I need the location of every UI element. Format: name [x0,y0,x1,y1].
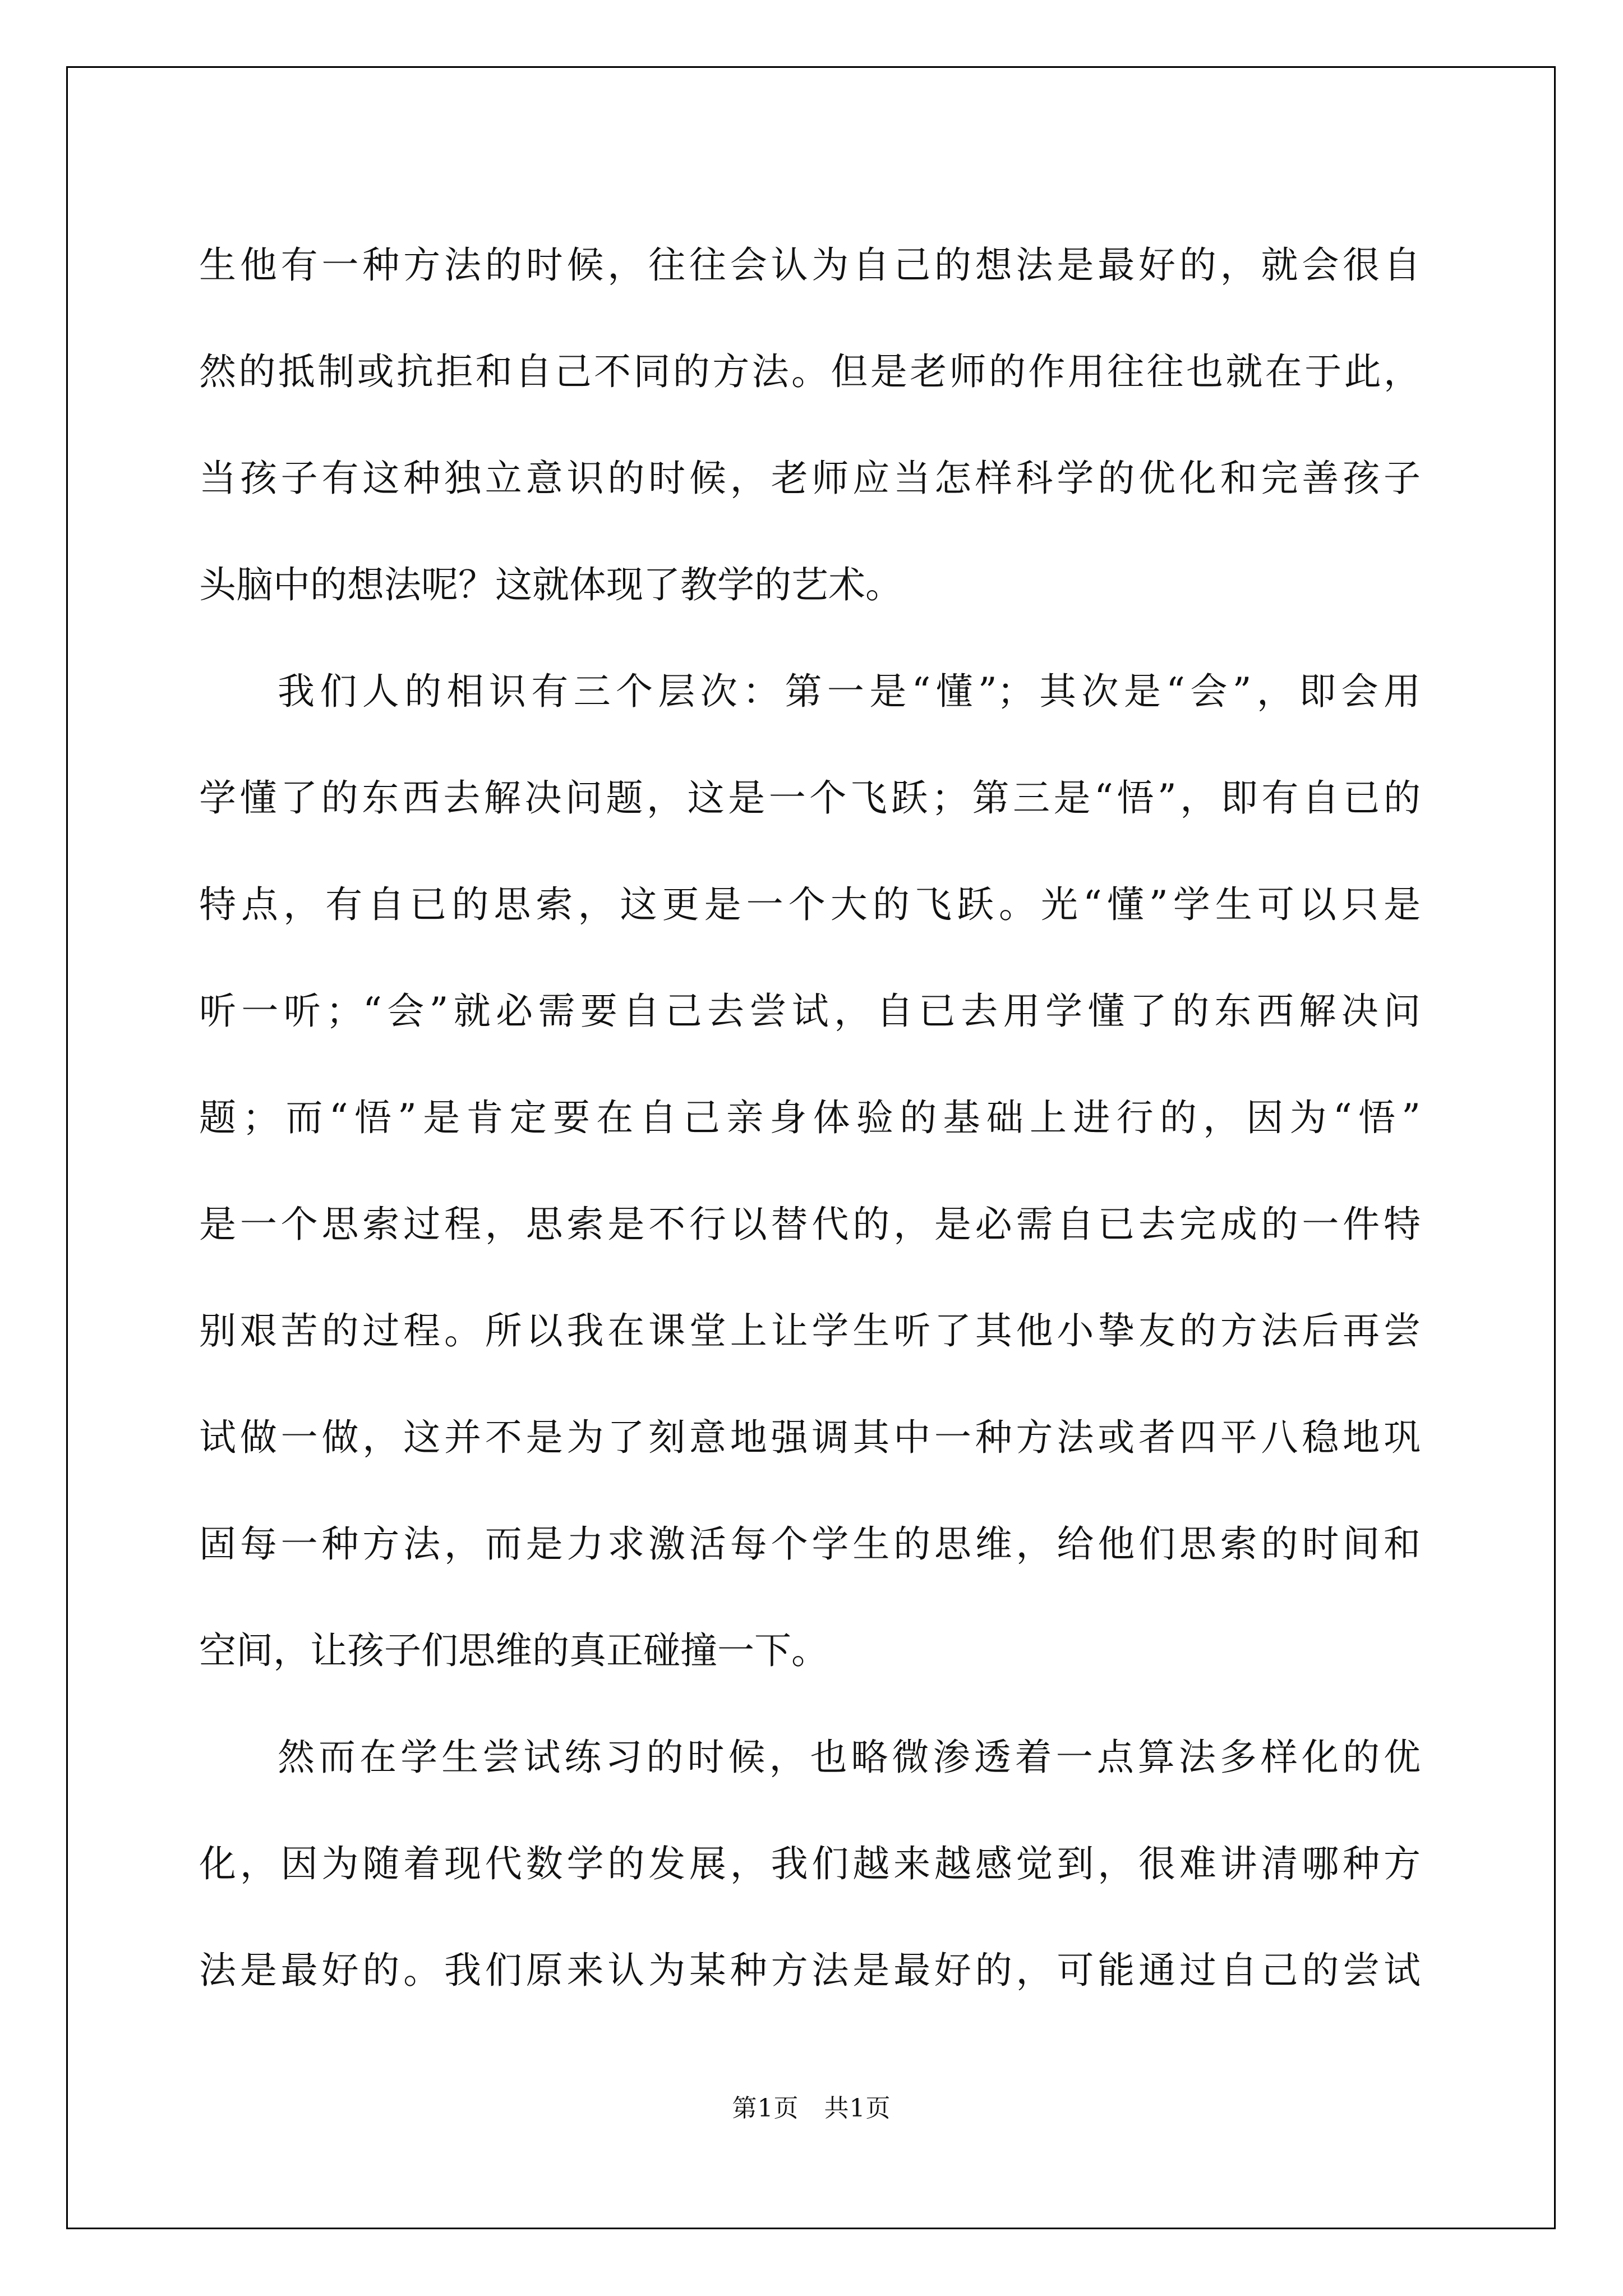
document-body [199,212,1421,2024]
text-line: 头脑中的想法呢？这就体现了教学的艺术。 [199,563,902,606]
text-line: 然的抵制或抗拒和自己不同的方法。但是老师的作用往往也就在于此， [199,350,1421,393]
text-line: 是一个思索过程，思索是不行以替代的，是必需自已去完成的一件特 [199,1203,1421,1246]
text-line: 学懂了的东西去解决问题，这是一个飞跃；第三是“悟”，即有自已的 [199,776,1421,820]
text-line: 听一听；“会”就必需要自己去尝试，自已去用学懂了的东西解决问 [199,990,1421,1033]
text-line: 特点，有自已的思索，这更是一个大的飞跃。光“懂”学生可以只是 [199,883,1421,926]
text-line: 固每一种方法，而是力求激活每个学生的思维，给他们思索的时间和 [199,1522,1421,1566]
text-line: 空间，让孩子们思维的真正碰撞一下。 [199,1629,828,1672]
text-line: 题；而“悟”是肯定要在自己亲身体验的基础上进行的，因为“悟” [199,1096,1421,1139]
text-line: 然而在学生尝试练习的时候，也略微渗透着一点算法多样化的优 [278,1736,1421,1779]
text-line: 当孩子有这种独立意识的时候，老师应当怎样科学的优化和完善孩子 [199,457,1421,500]
text-line: 法是最好的。我们原来认为某种方法是最好的，可能通过自己的尝试 [199,1949,1421,1992]
text-line: 试做一做，这并不是为了刻意地强调其中一种方法或者四平八稳地巩 [199,1416,1421,1459]
text-line: 化，因为随着现代数学的发展，我们越来越感觉到，很难讲清哪种方 [199,1842,1421,1885]
text-line: 别艰苦的过程。所以我在课堂上让学生听了其他小挚友的方法后再尝 [199,1309,1421,1352]
page-number-footer: 第1页 共1页 [732,2094,891,2123]
text-line: 生他有一种方法的时候，往往会认为自己的想法是最好的，就会很自 [199,243,1421,287]
text-line: 我们人的相识有三个层次：第一是“懂”；其次是“会”，即会用 [278,670,1421,713]
